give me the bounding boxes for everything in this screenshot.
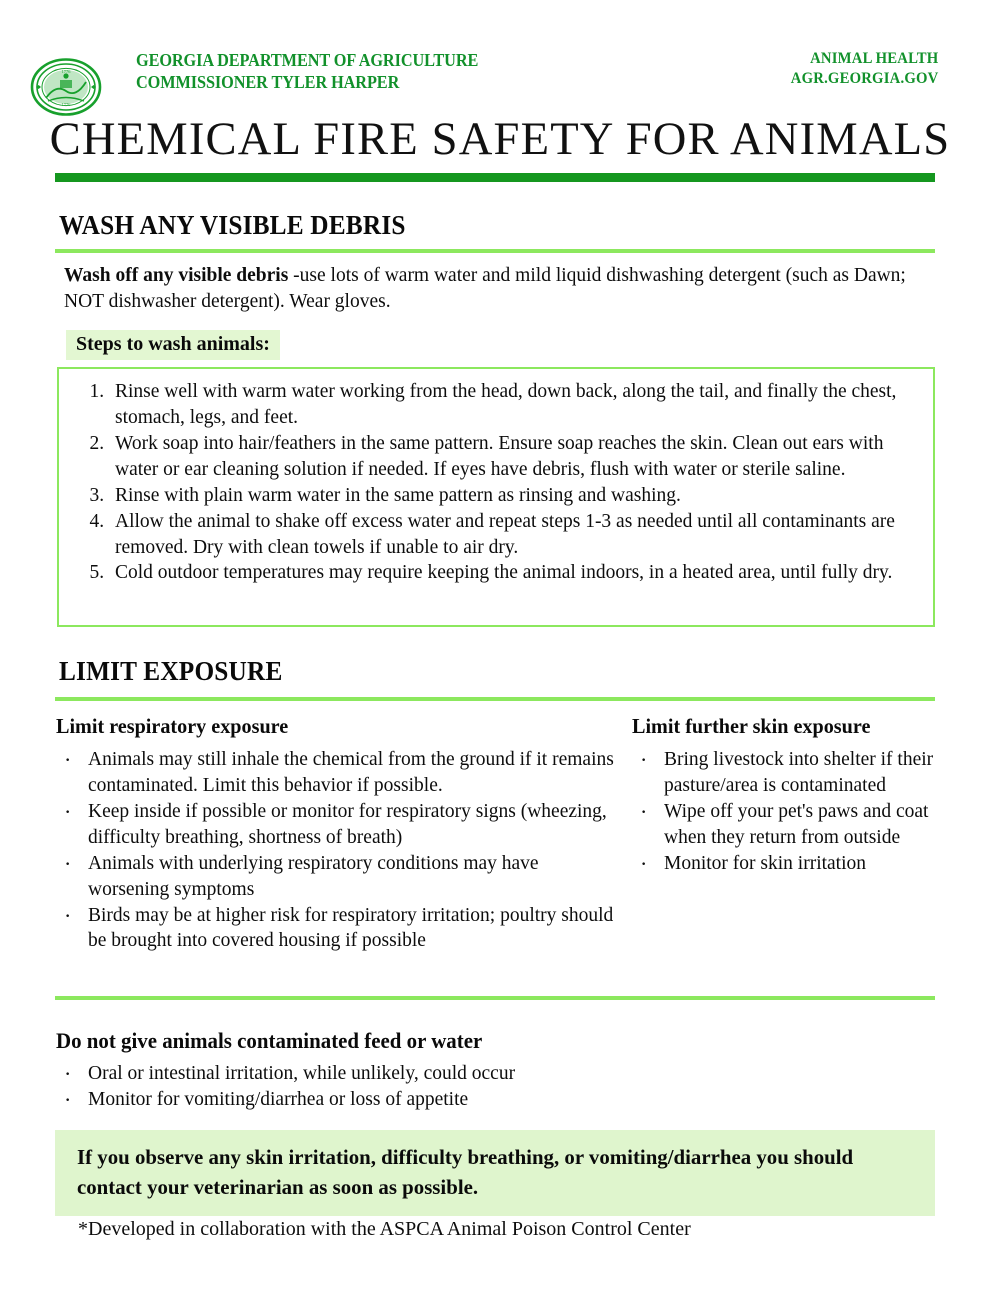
list-item: · Monitor for skin irritation — [632, 851, 944, 877]
list-item: · Birds may be at higher risk for respiratory irritation; poultry should be brought into covered housing if possible — [56, 903, 616, 955]
column-heading-skin: Limit further skin exposure — [632, 714, 871, 738]
respiratory-bullet-list — [56, 747, 616, 954]
list-item: 3. Rinse with plain warm water in the same pattern as rinsing and washing. — [109, 483, 915, 509]
callout-text: If you observe any skin irritation, difficulty breathing, or vomiting/diarrhea you should contact your veterinarian as soon as possible. — [77, 1145, 854, 1199]
list-item: · Animals with underlying respiratory conditions may have worsening symptoms — [56, 851, 616, 903]
agency-name: GEORGIA DEPARTMENT OF AGRICULTURE — [136, 50, 479, 70]
section-divider-limit-exposure — [55, 697, 935, 701]
page-title: CHEMICAL FIRE SAFETY FOR ANIMALS — [49, 113, 951, 165]
document-header — [0, 28, 1000, 112]
skin-exposure-column — [632, 714, 944, 877]
section-divider-feed — [55, 996, 935, 1000]
georgia-department-of-agriculture-seal-icon — [30, 58, 102, 116]
title-divider — [55, 173, 935, 182]
agency-identity — [136, 49, 504, 94]
respiratory-exposure-column — [56, 714, 616, 954]
wash-intro-bold: Wash off any visible debris — [64, 265, 289, 286]
feed-bullet-list — [56, 1061, 936, 1113]
list-item: 5. Cold outdoor temperatures may require keeping the animal indoors, in a heated area, until fully dry. — [109, 560, 915, 586]
list-item: 2. Work soap into hair/feathers in the same pattern. Ensure soap reaches the skin. Clean out ears with water or ear cleaning solution if needed. If eyes have debris, flush with water or sterile saline. — [109, 431, 915, 483]
list-item: 4. Allow the animal to shake off excess water and repeat steps 1-3 as needed until all contaminants are removed. Dry with clean towels if unable to air dry. — [109, 509, 915, 561]
list-item: · Wipe off your pet's paws and coat when they return from outside — [632, 799, 944, 851]
section-heading-feed-water: Do not give animals contaminated feed or water — [56, 1028, 483, 1053]
veterinarian-callout-box — [55, 1130, 935, 1216]
list-item: · Monitor for vomiting/diarrhea or loss of appetite — [56, 1087, 936, 1113]
feed-water-section — [56, 1028, 936, 1113]
footnote: *Developed in collaboration with the ASPCA Animal Poison Control Center — [78, 1218, 691, 1240]
column-heading-respiratory: Limit respiratory exposure — [56, 714, 289, 738]
website-url: AGR.GEORGIA.GOV — [790, 69, 938, 87]
steps-label: Steps to wash animals: — [66, 330, 280, 360]
section-heading-wash: WASH ANY VISIBLE DEBRIS — [59, 209, 406, 240]
division-identity — [783, 49, 938, 89]
section-heading-limit-exposure: LIMIT EXPOSURE — [59, 655, 283, 686]
skin-bullet-list — [632, 747, 944, 877]
section-divider-wash — [55, 249, 935, 253]
list-item: · Oral or intestinal irritation, while unlikely, could occur — [56, 1061, 936, 1087]
list-item: 1. Rinse well with warm water working from the head, down back, along the tail, and finally the chest, stomach, legs, and feet. — [109, 379, 915, 431]
steps-box — [57, 367, 935, 627]
list-item: · Animals may still inhale the chemical from the ground if it remains contaminated. Limit this behavior if possible. — [56, 747, 616, 799]
division-name: ANIMAL HEALTH — [809, 50, 938, 67]
svg-text:1776: 1776 — [61, 102, 71, 107]
steps-list — [59, 369, 933, 586]
wash-intro-paragraph — [64, 263, 944, 316]
list-item: · Bring livestock into shelter if their pasture/area is contaminated — [632, 747, 944, 799]
list-item: · Keep inside if possible or monitor for respiratory signs (wheezing, difficulty breathing, shortness of breath) — [56, 799, 616, 851]
svg-text:1776: 1776 — [61, 69, 71, 74]
commissioner-name: COMMISSIONER TYLER HARPER — [136, 72, 400, 93]
wash-intro-rest: -use lots of warm water and mild liquid dishwashing detergent (such as Dawn; NOT dishwasher detergent). Wear gloves. — [64, 265, 906, 313]
